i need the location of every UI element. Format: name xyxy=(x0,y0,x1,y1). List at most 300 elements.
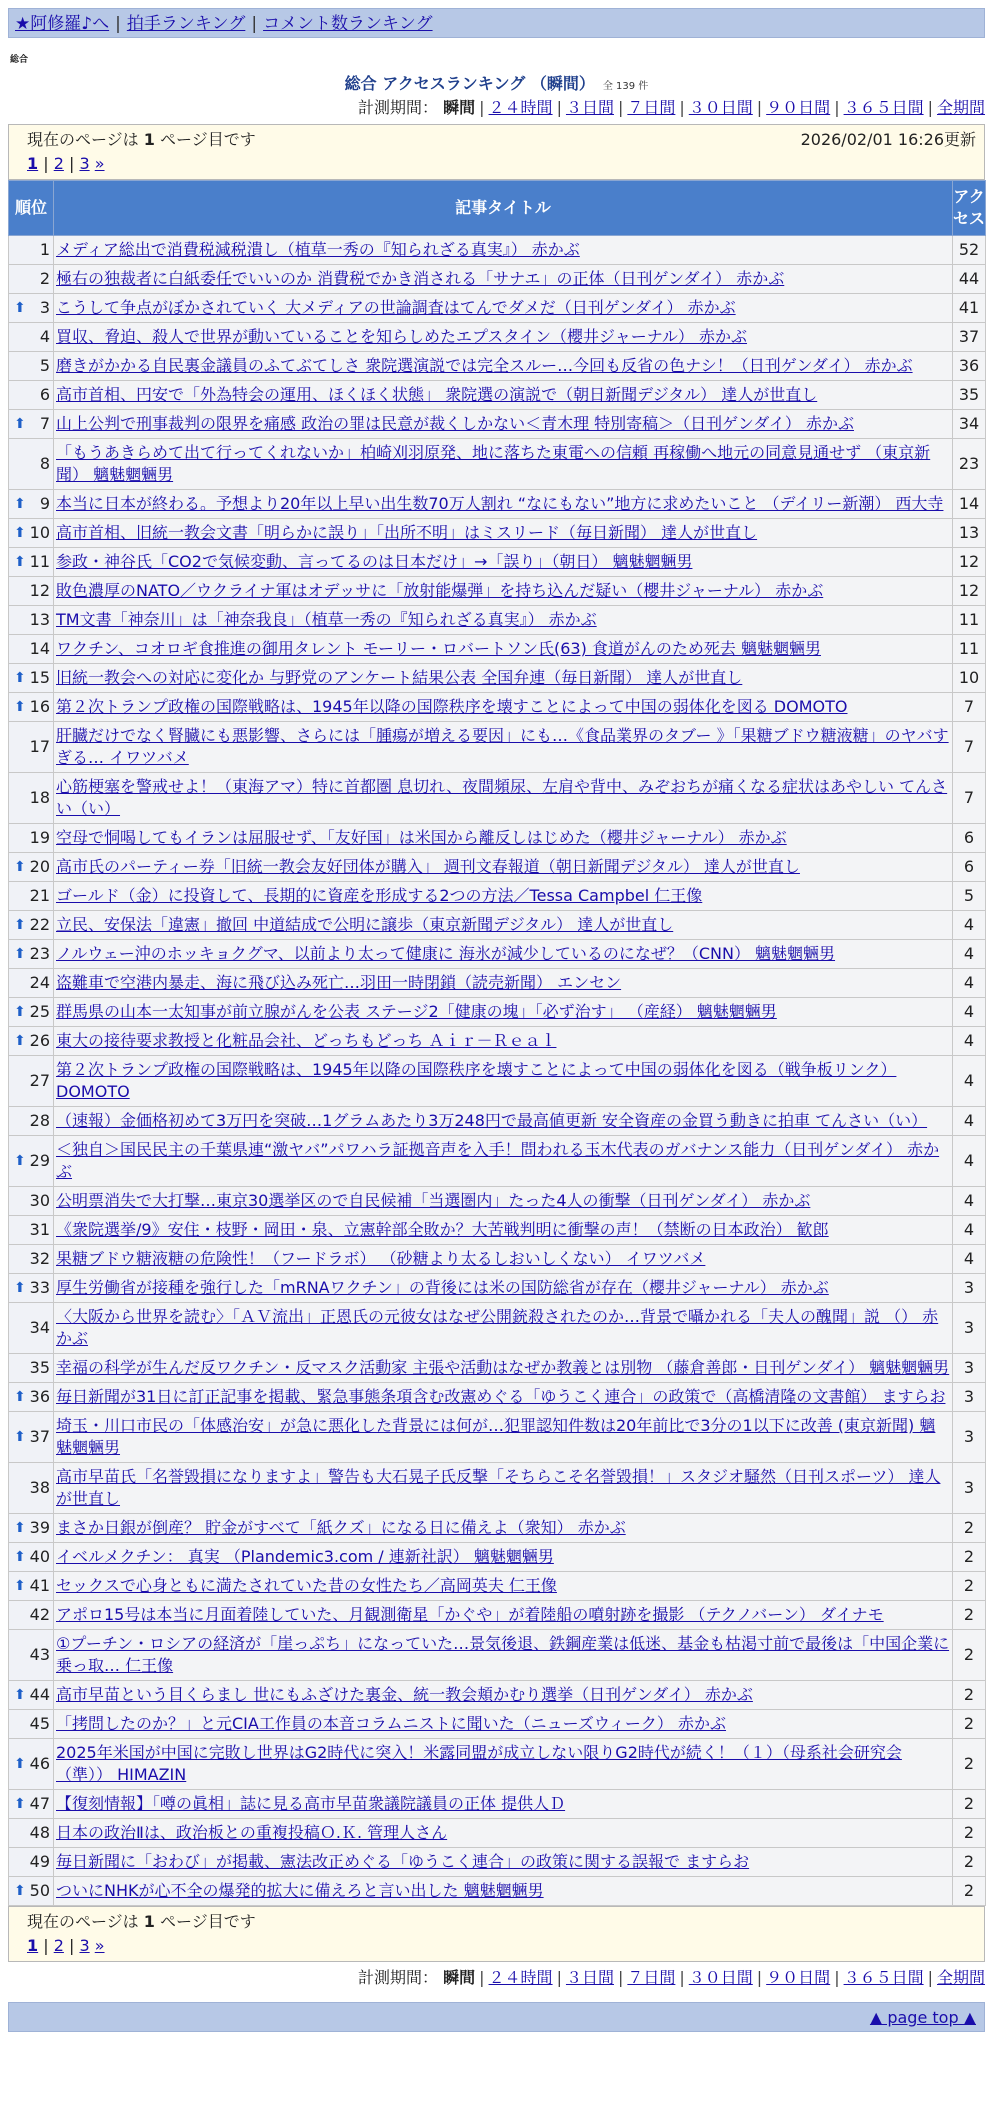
title-cell xyxy=(54,236,953,265)
rank-cell xyxy=(9,998,54,1027)
table-row xyxy=(9,693,986,722)
article-link[interactable]: TM文書「神奈川」は「神奈我良」（植草一秀の『知られざる真実』） 赤かぶ xyxy=(56,610,597,629)
page-link[interactable]: 2 xyxy=(53,1936,64,1955)
article-link[interactable]: イベルメクチン： 真実 （Plandemic3.com / 連新社訳） 魑魅魍魎男 xyxy=(56,1547,554,1566)
period-selector-bottom xyxy=(8,1968,985,1988)
table-row xyxy=(9,439,986,490)
title-cell xyxy=(54,548,953,577)
rank-number: 33 xyxy=(29,1278,50,1297)
article-link[interactable]: こうして争点がぼかされていく 大メディアの世論調査はてんでダメだ（日刊ゲンダイ） 赤かぶ xyxy=(56,298,736,317)
title-column-header: 記事タイトル xyxy=(54,181,953,236)
article-link[interactable]: ワクチン、コオロギ食推進の御用タレント モーリー・ロバートソン氏(63) 食道がんのため死去 魑魅魍魎男 xyxy=(56,639,821,658)
rank-number: 50 xyxy=(29,1881,50,1900)
title-cell xyxy=(54,381,953,410)
period-label: 計測期間： xyxy=(358,98,439,117)
article-link[interactable]: 「もうあきらめて出て行ってくれないか」柏崎刈羽原発、地に落ちた東電への信頼 再稼働へ地元の同意見通せず （東京新聞） 魑魅魍魎男 xyxy=(56,443,931,484)
article-link[interactable]: 東大の接待要求教授と化粧品会社、どっちもどっち Ａｉｒ－Ｒｅａｌ xyxy=(56,1031,557,1050)
title-cell xyxy=(54,265,953,294)
rank-cell xyxy=(9,1739,54,1790)
table-row xyxy=(9,1056,986,1107)
title-cell xyxy=(54,323,953,352)
pager-panel-top xyxy=(8,124,985,180)
article-link[interactable]: 極右の独裁者に白紙委任でいいのか 消費税でかき消される「サナエ」の正体（日刊ゲンダイ） 赤かぶ xyxy=(56,269,785,288)
access-count: 4 xyxy=(953,911,986,940)
article-link[interactable]: 2025年米国が中国に完敗し世界はG2時代に突入！米露同盟が成立しない限りG2時代が続く！（１）（母系社会研究会（準）） HIMAZIN xyxy=(56,1743,902,1784)
rank-number: 24 xyxy=(29,973,50,992)
article-link[interactable]: 厚生労働省が接種を強行した「mRNAワクチン」の背後には米の国防総省が存在（櫻井ジャーナル） 赤かぶ xyxy=(56,1278,829,1297)
article-link[interactable]: 群馬県の山本一太知事が前立腺がんを公表 ステージ2「健康の塊」「必ず治す」 （産経） 魑魅魍魎男 xyxy=(56,1002,777,1021)
article-link[interactable]: 第２次トランプ政権の国際戦略は、1945年以降の国際秩序を壊すことによって中国の弱体化を図る DOMOTO xyxy=(56,697,848,716)
access-count: 2 xyxy=(953,1710,986,1739)
rank-cell xyxy=(9,577,54,606)
table-row xyxy=(9,606,986,635)
rank-number: 21 xyxy=(29,886,50,905)
article-link[interactable]: 参政・神谷氏「CO2で気候変動、言ってるのは日本だけ」→「誤り」（朝日） 魑魅魍魎男 xyxy=(56,552,693,571)
access-count: 2 xyxy=(953,1877,986,1906)
table-row xyxy=(9,664,986,693)
access-count: 5 xyxy=(953,882,986,911)
article-link[interactable]: 幸福の科学が生んだ反ワクチン・反マスク活動家 主張や活動はなぜか教義とは別物 （藤倉善郎・日刊ゲンダイ） 魑魅魍魎男 xyxy=(56,1358,950,1377)
period-link[interactable]: ３０日間 xyxy=(688,1968,753,1987)
access-column-header: アクセス xyxy=(953,181,986,236)
access-count: 2 xyxy=(953,1601,986,1630)
period-separator: | xyxy=(556,1968,562,1987)
title-cell xyxy=(54,1107,953,1136)
table-row xyxy=(9,1739,986,1790)
title-cell xyxy=(54,1463,953,1514)
rank-number: 43 xyxy=(29,1645,50,1664)
rank-number: 16 xyxy=(29,697,50,716)
article-link[interactable]: 日本の政治Ⅱは、政治板との重複投稿Ｏ.Ｋ. 管理人さん xyxy=(56,1823,448,1842)
article-link[interactable]: 《衆院選挙/9》安住・枝野・岡田・泉、立憲幹部全敗か？大苦戦判明に衝撃の声！（禁断の日本政治） 歓郎 xyxy=(56,1220,829,1239)
access-count: 3 xyxy=(953,1412,986,1463)
rank-up-arrow-icon: ⬆ xyxy=(14,1520,26,1536)
table-row xyxy=(9,381,986,410)
title-cell xyxy=(54,1412,953,1463)
rank-cell xyxy=(9,1514,54,1543)
rank-cell xyxy=(9,882,54,911)
title-cell xyxy=(54,352,953,381)
rank-number: 14 xyxy=(29,639,50,658)
rank-number: 36 xyxy=(29,1387,50,1406)
rank-number: 29 xyxy=(29,1151,50,1170)
access-count: 2 xyxy=(953,1739,986,1790)
article-link[interactable]: 心筋梗塞を警戒せよ！（東海アマ）特に首都圏 息切れ、夜間頻尿、左肩や背中、みぞおちが痛くなる症状はあやしい てんさい（い） xyxy=(56,777,948,818)
article-link[interactable]: アポロ15号は本当に月面着陸していた、月観測衛星「かぐや」が着陸船の噴射跡を撮影 （テクノバーン） ダイナモ xyxy=(56,1605,884,1624)
rank-up-arrow-icon: ⬆ xyxy=(14,1549,26,1565)
table-row xyxy=(9,1681,986,1710)
title-cell xyxy=(54,969,953,998)
rank-number: 47 xyxy=(29,1794,50,1813)
access-count: 2 xyxy=(953,1681,986,1710)
access-count: 3 xyxy=(953,1303,986,1354)
period-link[interactable]: ３６５日間 xyxy=(843,98,924,117)
period-separator: | xyxy=(756,1968,763,1987)
title-cell xyxy=(54,490,953,519)
article-link[interactable]: 敗色濃厚のNATO／ウクライナ軍はオデッサに「放射能爆弾」を持ち込んだ疑い（櫻井ジャーナル） 赤かぶ xyxy=(56,581,824,600)
title-cell xyxy=(54,1354,953,1383)
period-separator: | xyxy=(479,1968,485,1987)
clap-ranking-link[interactable]: 拍手ランキング xyxy=(126,14,246,34)
title-cell xyxy=(54,1056,953,1107)
table-row xyxy=(9,294,986,323)
rank-number: 39 xyxy=(29,1518,50,1537)
rank-number: 22 xyxy=(29,915,50,934)
access-count: 2 xyxy=(953,1848,986,1877)
rank-cell xyxy=(9,1412,54,1463)
period-link[interactable]: 全期間 xyxy=(936,98,985,117)
article-link[interactable]: 磨きがかかる自民裏金議員のふてぶてしさ 衆院選演説では完全スルー…今回も反省の色ナシ！（日刊ゲンダイ） 赤かぶ xyxy=(56,356,913,375)
access-count: 3 xyxy=(953,1463,986,1514)
rank-up-arrow-icon: ⬆ xyxy=(14,859,26,875)
title-cell xyxy=(54,577,953,606)
nav-separator: | xyxy=(115,14,121,34)
rank-cell xyxy=(9,911,54,940)
access-count: 2 xyxy=(953,1790,986,1819)
rank-number: 48 xyxy=(29,1823,50,1842)
rank-up-arrow-icon: ⬆ xyxy=(14,1687,26,1703)
rank-number: 19 xyxy=(29,828,50,847)
access-count: 2 xyxy=(953,1819,986,1848)
article-link[interactable]: 埼玉・川口市民の「体感治安」が急に悪化した背景には何が…犯罪認知件数は20年前比で3分の1以下に改善 (東京新聞) 魑魅魍魎男 xyxy=(56,1416,936,1457)
title-cell xyxy=(54,1274,953,1303)
rank-cell xyxy=(9,1681,54,1710)
period-link[interactable]: ３６５日間 xyxy=(843,1968,924,1987)
period-selector-top xyxy=(8,98,985,118)
rank-number: 11 xyxy=(29,552,50,571)
title-cell xyxy=(54,1543,953,1572)
rank-cell xyxy=(9,1303,54,1354)
title-cell xyxy=(54,439,953,490)
rank-number: 23 xyxy=(29,944,50,963)
access-count: 4 xyxy=(953,940,986,969)
rank-number: 35 xyxy=(29,1358,50,1377)
access-count: 4 xyxy=(953,1216,986,1245)
article-link[interactable]: 空母で恫喝してもイランは屈服せず、「友好国」は米国から離反しはじめた（櫻井ジャーナル） 赤かぶ xyxy=(56,828,787,847)
article-link[interactable]: 高市早苗という目くらまし 世にもふざけた裏金、統一教会頬かむり選挙（日刊ゲンダイ） 赤かぶ xyxy=(56,1685,753,1704)
article-link[interactable]: メディア総出で消費税減税潰し（植草一秀の『知られざる真実』） 赤かぶ xyxy=(56,240,580,259)
table-row xyxy=(9,998,986,1027)
table-row xyxy=(9,773,986,824)
article-link[interactable]: 高市首相、円安で「外為特会の運用、ほくほく状態」 衆院選の演説で（朝日新聞デジタル） 達人が世直し xyxy=(56,385,818,404)
rank-cell xyxy=(9,1056,54,1107)
page-link[interactable]: 3 xyxy=(79,1936,90,1955)
access-count: 36 xyxy=(953,352,986,381)
title-cell xyxy=(54,294,953,323)
rank-cell xyxy=(9,1877,54,1906)
pager-panel-bottom xyxy=(8,1906,985,1962)
next-page-link[interactable]: » xyxy=(94,1936,105,1955)
rank-up-arrow-icon: ⬆ xyxy=(14,1578,26,1594)
rank-cell xyxy=(9,294,54,323)
article-link[interactable]: 買収、脅迫、殺人で世界が動いていることを知らしめたエプスタイン（櫻井ジャーナル） 赤かぶ xyxy=(56,327,748,346)
article-link[interactable]: 高市早苗氏「名誉毀損になりますよ」警告も大石晃子氏反撃「そちらこそ名誉毀損！」スタジオ騒然（日刊スポーツ） 達人が世直し xyxy=(56,1467,941,1508)
title-cell xyxy=(54,1630,953,1681)
table-row xyxy=(9,969,986,998)
page-status: 現在のページは 1 ページ目です xyxy=(27,1912,256,1931)
rank-cell xyxy=(9,1245,54,1274)
access-count: 4 xyxy=(953,1136,986,1187)
rank-number: 10 xyxy=(29,523,50,542)
article-link[interactable]: 立民、安保法「違憲」撤回 中道結成で公明に譲歩（東京新聞デジタル） 達人が世直し xyxy=(56,915,674,934)
table-row xyxy=(9,722,986,773)
rank-cell xyxy=(9,381,54,410)
period-link[interactable]: ７日間 xyxy=(627,1968,676,1987)
title-cell xyxy=(54,410,953,439)
period-separator: | xyxy=(679,1968,685,1987)
page-link[interactable]: 1 xyxy=(27,1936,39,1955)
rank-up-arrow-icon: ⬆ xyxy=(14,1033,26,1049)
rank-up-arrow-icon: ⬆ xyxy=(14,416,26,432)
article-link[interactable]: 公明票消失で大打撃…東京30選挙区ので自民候補「当選圏内」たった4人の衝撃（日刊ゲンダイ） 赤かぶ xyxy=(56,1191,811,1210)
article-link[interactable]: ノルウェー沖のホッキョクグマ、以前より太って健康に 海氷が減少しているのになぜ？（CNN） 魑魅魍魎男 xyxy=(56,944,836,963)
rank-cell xyxy=(9,1710,54,1739)
period-link[interactable]: ９０日間 xyxy=(766,98,831,117)
rank-number: 44 xyxy=(29,1685,50,1704)
rank-cell xyxy=(9,1630,54,1681)
period-separator: | xyxy=(556,98,562,117)
rank-cell xyxy=(9,1187,54,1216)
rank-number: 27 xyxy=(29,1071,50,1090)
period-link[interactable]: ３日間 xyxy=(565,98,614,117)
access-count: 11 xyxy=(953,606,986,635)
period-link[interactable]: ３日間 xyxy=(565,1968,614,1987)
title-cell xyxy=(54,1136,953,1187)
table-row xyxy=(9,1027,986,1056)
table-row xyxy=(9,1245,986,1274)
top-nav-bar xyxy=(8,8,985,38)
page-top-link[interactable]: ▲ page top ▲ xyxy=(869,2008,976,2027)
access-count: 34 xyxy=(953,410,986,439)
table-row xyxy=(9,1216,986,1245)
next-page-link[interactable]: » xyxy=(94,154,105,173)
table-row xyxy=(9,352,986,381)
article-link[interactable]: まさか日銀が倒産？ 貯金がすべて「紙クズ」になる日に備えよ（衆知） 赤かぶ xyxy=(56,1518,626,1537)
table-row xyxy=(9,1136,986,1187)
title-cell xyxy=(54,693,953,722)
rank-number: 2 xyxy=(39,269,50,288)
article-link[interactable]: （速報）金価格初めて3万円を突破…1グラムあたり3万248円で最高値更新 安全資産の金買う動きに拍車 てんさい（い） xyxy=(56,1111,928,1130)
access-count: 4 xyxy=(953,1187,986,1216)
period-link[interactable]: ７日間 xyxy=(627,98,676,117)
page-link[interactable]: 3 xyxy=(79,154,90,173)
title-cell xyxy=(54,1303,953,1354)
title-cell xyxy=(54,773,953,824)
rank-number: 9 xyxy=(39,494,50,513)
article-link[interactable]: 高市首相、旧統一教会文書「明らかに誤り」「出所不明」はミスリード（毎日新聞） 達人が世直し xyxy=(56,523,758,542)
ranking-table xyxy=(8,180,986,1906)
rank-number: 37 xyxy=(29,1427,50,1446)
rank-number: 41 xyxy=(29,1576,50,1595)
article-link[interactable]: 「拷問したのか？」と元CIA工作員の本音コラムニストに聞いた（ニューズウィーク） 赤かぶ xyxy=(56,1714,727,1733)
table-row xyxy=(9,824,986,853)
rank-cell xyxy=(9,853,54,882)
access-count: 37 xyxy=(953,323,986,352)
table-row xyxy=(9,853,986,882)
access-count: 41 xyxy=(953,294,986,323)
rank-cell xyxy=(9,693,54,722)
title-cell xyxy=(54,1601,953,1630)
rank-cell xyxy=(9,773,54,824)
rank-number: 42 xyxy=(29,1605,50,1624)
rank-number: 6 xyxy=(39,385,50,404)
table-row xyxy=(9,265,986,294)
rank-number: 13 xyxy=(29,610,50,629)
period-link[interactable]: ９０日間 xyxy=(766,1968,831,1987)
title-cell xyxy=(54,1819,953,1848)
period-label: 計測期間： xyxy=(358,1968,439,1987)
rank-cell xyxy=(9,1107,54,1136)
period-link[interactable]: ２４時間 xyxy=(488,98,553,117)
rank-number: 4 xyxy=(39,327,50,346)
title-cell xyxy=(54,998,953,1027)
period-link[interactable]: ３０日間 xyxy=(688,98,753,117)
rank-cell xyxy=(9,722,54,773)
page-separator: | xyxy=(63,1936,80,1955)
article-link[interactable]: 毎日新聞に「おわび」が掲載、憲法改正めぐる「ゆうこく連合」の政策に関する誤報で ますらお xyxy=(56,1852,750,1871)
rank-cell xyxy=(9,1027,54,1056)
rank-up-arrow-icon: ⬆ xyxy=(14,917,26,933)
rank-up-arrow-icon: ⬆ xyxy=(14,1429,26,1445)
rank-number: 30 xyxy=(29,1191,50,1210)
comment-ranking-link[interactable]: コメント数ランキング xyxy=(263,14,433,34)
access-count: 6 xyxy=(953,824,986,853)
page-links xyxy=(27,1934,976,1958)
access-count: 4 xyxy=(953,1027,986,1056)
title-cell xyxy=(54,519,953,548)
title-cell xyxy=(54,664,953,693)
title-cell xyxy=(54,606,953,635)
article-link[interactable]: 〈大阪から世界を読む〉「ＡＶ流出」正恩氏の元彼女はなぜ公開銃殺されたのか…背景で囁かれる「夫人の醜聞」説 （） 赤かぶ xyxy=(56,1307,939,1348)
page-link[interactable]: 1 xyxy=(27,154,39,173)
access-count: 2 xyxy=(953,1572,986,1601)
article-link[interactable]: 果糖ブドウ糖液糖の危険性！（フードラボ） （砂糖より太るしおいしくない） イワツバメ xyxy=(56,1249,706,1268)
article-link[interactable]: 本当に日本が終わる。予想より20年以上早い出生数70万人割れ “なにもない”地方に求めたいこと （デイリー新潮） 西大寺 xyxy=(56,494,944,513)
title-cell xyxy=(54,911,953,940)
rank-cell xyxy=(9,1216,54,1245)
article-link[interactable]: 第２次トランプ政権の国際戦略は、1945年以降の国際秩序を壊すことによって中国の弱体化を図る（戦争板リンク） DOMOTO xyxy=(56,1060,897,1101)
rank-cell xyxy=(9,548,54,577)
table-row xyxy=(9,1463,986,1514)
rank-cell xyxy=(9,969,54,998)
rank-cell xyxy=(9,1136,54,1187)
period-current: 瞬間 xyxy=(443,1968,476,1987)
rank-up-arrow-icon: ⬆ xyxy=(14,1389,26,1405)
page-separator: | xyxy=(38,154,54,173)
rank-cell xyxy=(9,323,54,352)
rank-cell xyxy=(9,1543,54,1572)
access-count: 11 xyxy=(953,635,986,664)
rank-number: 28 xyxy=(29,1111,50,1130)
access-count: 13 xyxy=(953,519,986,548)
total-count: 全 139 件 xyxy=(602,81,649,92)
article-link[interactable]: ＜独自＞国民民主の千葉県連“激ヤバ”パワハラ証拠音声を入手！問われる玉木代表のガバナンス能力（日刊ゲンダイ） 赤かぶ xyxy=(56,1140,940,1181)
rank-cell xyxy=(9,519,54,548)
title-cell xyxy=(54,882,953,911)
rank-cell xyxy=(9,352,54,381)
rank-cell xyxy=(9,1601,54,1630)
article-link[interactable]: 肝臓だけでなく腎臓にも悪影響、さらには「腫瘍が増える要因」にも…《食品業界のタブー 》「果糖ブドウ糖液糖」のヤバすぎる… イワツバメ xyxy=(56,726,949,767)
rank-number: 46 xyxy=(29,1754,50,1773)
rank-number: 45 xyxy=(29,1714,50,1733)
rank-cell xyxy=(9,1274,54,1303)
article-link[interactable]: セックスで心身ともに満たされていた昔の女性たち／高岡英夫 仁王像 xyxy=(56,1576,557,1595)
period-separator: | xyxy=(617,98,624,117)
title-cell xyxy=(54,1187,953,1216)
access-count: 3 xyxy=(953,1274,986,1303)
title-cell xyxy=(54,940,953,969)
table-row xyxy=(9,323,986,352)
title-cell xyxy=(54,1739,953,1790)
title-cell xyxy=(54,1514,953,1543)
access-count: 2 xyxy=(953,1514,986,1543)
home-link[interactable]: ★阿修羅♪へ xyxy=(15,14,110,34)
table-row xyxy=(9,236,986,265)
rank-number: 20 xyxy=(29,857,50,876)
access-count: 10 xyxy=(953,664,986,693)
rank-cell xyxy=(9,635,54,664)
rank-up-arrow-icon: ⬆ xyxy=(14,946,26,962)
article-link[interactable]: 旧統一教会への対応に変化か 与野党のアンケート結果公表 全国弁連（毎日新聞） 達人が世直し xyxy=(56,668,743,687)
article-link[interactable]: 盗難車で空港内暴走、海に飛び込み死亡…羽田一時閉鎖（読売新聞） エンセン xyxy=(56,973,622,992)
access-count: 4 xyxy=(953,998,986,1027)
table-row xyxy=(9,1354,986,1383)
rank-cell xyxy=(9,1354,54,1383)
period-link[interactable]: ２４時間 xyxy=(488,1968,553,1987)
rank-number: 31 xyxy=(29,1220,50,1239)
rank-cell xyxy=(9,606,54,635)
page-link[interactable]: 2 xyxy=(53,154,64,173)
access-count: 6 xyxy=(953,853,986,882)
title-cell xyxy=(54,1572,953,1601)
access-count: 4 xyxy=(953,1245,986,1274)
access-count: 3 xyxy=(953,1354,986,1383)
article-link[interactable]: ゴールド（金）に投資して、長期的に資産を形成する2つの方法／Tessa Campbel 仁王像 xyxy=(56,886,703,905)
title-cell xyxy=(54,1790,953,1819)
rank-cell xyxy=(9,410,54,439)
page-links xyxy=(27,152,976,176)
period-link[interactable]: 全期間 xyxy=(936,1968,985,1987)
article-link[interactable]: 高市氏のパーティー券「旧統一教会友好団体が購入」 週刊文春報道（朝日新聞デジタル） 達人が世直し xyxy=(56,857,800,876)
access-count: 14 xyxy=(953,490,986,519)
article-link[interactable]: ついにNHKが心不全の爆発的拡大に備えろと言い出した 魑魅魍魎男 xyxy=(56,1881,544,1900)
period-current: 瞬間 xyxy=(443,98,476,117)
article-link[interactable]: 【復刻情報】「噂の眞相」誌に見る高市早苗衆議院議員の正体 提供人Ｄ xyxy=(56,1794,566,1813)
period-separator: | xyxy=(617,1968,624,1987)
rank-cell xyxy=(9,1572,54,1601)
article-link[interactable]: ①プーチン・ロシアの経済が「崖っぷち」になっていた…景気後退、鉄鋼産業は低迷、基金も枯渇寸前で最後は「中国企業に乗っ取… 仁王像 xyxy=(56,1634,950,1675)
table-row xyxy=(9,490,986,519)
table-row xyxy=(9,1710,986,1739)
page-status: 現在のページは 1 ページ目です xyxy=(27,130,256,149)
article-link[interactable]: 山上公判で刑事裁判の限界を痛感 政治の罪は民意が裁くしかない＜青木理 特別寄稿＞（日刊ゲンダイ） 赤かぶ xyxy=(56,414,854,433)
access-count: 4 xyxy=(953,969,986,998)
rank-up-arrow-icon: ⬆ xyxy=(14,1004,26,1020)
period-separator: | xyxy=(927,1968,933,1987)
article-link[interactable]: 毎日新聞が31日に訂正記事を掲載、緊急事態条項含む改憲めぐる「ゆうこく連合」の政策で（高橋清隆の文書館） ますらお xyxy=(56,1387,946,1406)
rank-cell xyxy=(9,824,54,853)
table-row xyxy=(9,548,986,577)
period-separator: | xyxy=(927,98,933,117)
table-row xyxy=(9,1601,986,1630)
table-row xyxy=(9,1107,986,1136)
table-row xyxy=(9,519,986,548)
rank-cell xyxy=(9,439,54,490)
rank-number: 34 xyxy=(29,1318,50,1337)
ranking-heading xyxy=(8,71,985,94)
access-count: 2 xyxy=(953,1543,986,1572)
table-row xyxy=(9,1274,986,1303)
